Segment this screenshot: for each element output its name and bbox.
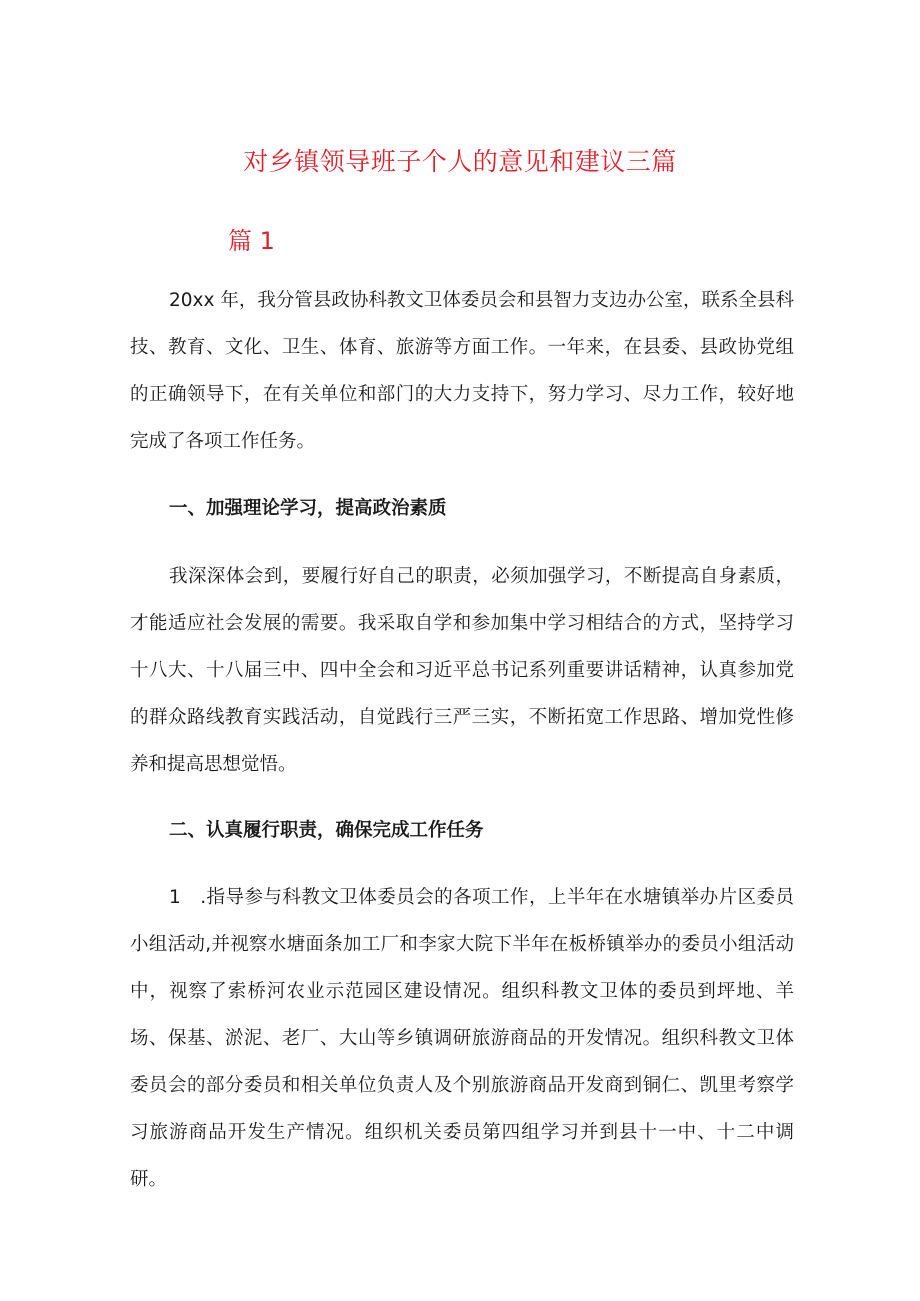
paragraph-duties-item-1: 1 .指导参与科教文卫体委员会的各项工作，上半年在水塘镇举办片区委员小组活动,并视察水塘面条加工厂和李家大院下半年在板桥镇举办的委员小组活动中，视察了索桥河农业示范园区建设情况。组织科教文卫体的委员到坪地、羊场、保基、淤泥、老厂、大山等乡镇调研旅游商品的开发情况。组织科教文卫体委员会的部分委员和相关单位负责人及个别旅游商品开发商到铜仁、凯里考察学习旅游商品开发生产情况。组织机关委员第四组学习并到县十一中、十二中调研。 — [130, 887, 794, 1190]
paragraph-study: 我深深体会到，要履行好自己的职责，必须加强学习，不断提高自身素质，才能适应社会发展的需要。我采取自学和参加集中学习相结合的方式，坚持学习十八大、十八届三中、四中全会和习近平总书记系列重要讲话精神，认真参加党的群众路线教育实践活动，自觉践行三严三实，不断拓宽工作思路、增加党性修养和提高思想觉悟。 — [130, 566, 794, 775]
subheading-theory-study: 一、加强理论学习，提高政治素质 — [169, 498, 447, 519]
paragraph-intro: 20xx 年，我分管县政协科教文卫体委员会和县智力支边办公室，联系全县科技、教育、文化、卫生、体育、旅游等方面工作。一年来，在县委、县政协党组的正确领导下，在有关单位和部门的大力支持下，努力学习、尽力工作，较好地完成了各项工作任务。 — [130, 290, 794, 452]
section-heading: 篇 1 — [228, 227, 275, 255]
subheading-duties: 二、认真履行职责，确保完成工作任务 — [169, 820, 484, 841]
document-title: 对乡镇领导班子个人的意见和建议三篇 — [243, 147, 677, 176]
